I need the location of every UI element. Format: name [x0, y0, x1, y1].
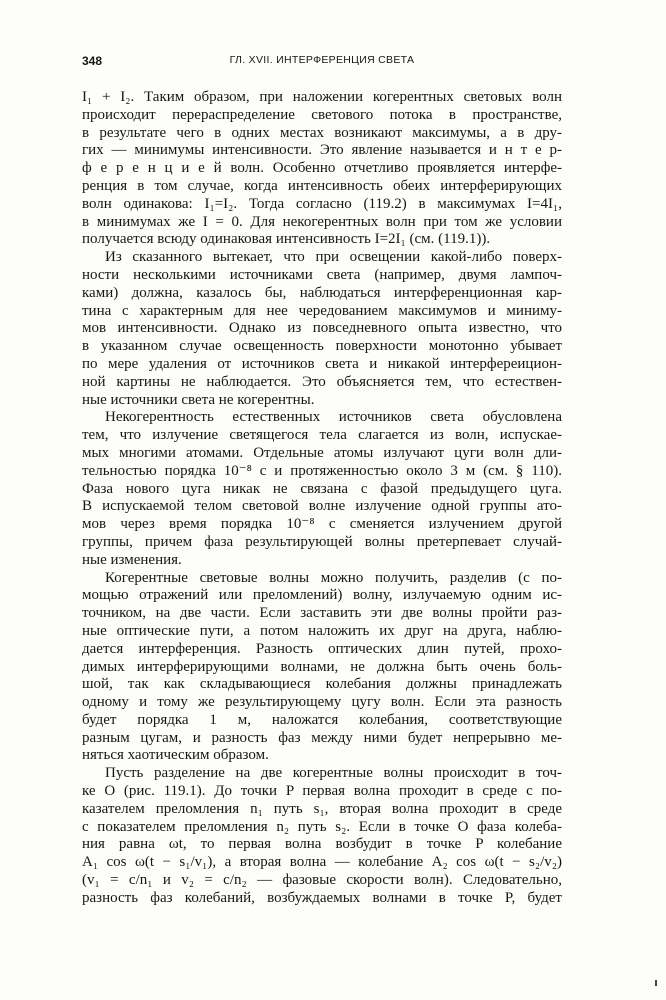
text-line: Когерентные световые волны можно получить, разделив (с по-: [105, 569, 562, 586]
text-line: разность фаз колебаний, возбуждаемых волнами в точке P, будет: [82, 889, 562, 906]
text-line: по мере удаления от источников света и никакой интерфереицион-: [82, 355, 562, 372]
text-line: шой, так как складывающиеся колебания должны принадлежать: [82, 676, 562, 693]
text-line: в минимумах же I = 0. Для некогерентных волн при том же условии: [82, 213, 562, 230]
text-line: мых многими атомами. Отдельные атомы излучают цуги волн дли-: [82, 444, 562, 461]
text-line: ф е р е н ц и е й волн. Особенно отчетливо проявляется интерфе-: [82, 160, 562, 177]
paragraph: [82, 765, 562, 907]
text-line: ния равна ωt, то первая волна возбудит в точке P колебание: [82, 836, 562, 853]
paragraph: [82, 409, 562, 569]
paragraph: [82, 89, 562, 249]
text-line: ке O (рис. 119.1). До точки P первая волна проходит в среде с по-: [82, 783, 562, 800]
text-line: Фаза нового цуга никак не связана с фазой предыдущего цуга.: [82, 480, 562, 497]
paragraph: [82, 570, 562, 766]
text-line: I₁ + I₂. Таким образом, при наложении когерентных световых волн: [82, 89, 562, 105]
text-line: точником, на две части. Если заставить эти две волны пройти раз-: [82, 605, 562, 622]
text-line: казателем преломления n₁ путь s₁, вторая волна проходит в среде: [82, 800, 562, 817]
text-line: происходит перераспределение светового потока в пространстве,: [82, 106, 562, 123]
text-line: В испускаемой телом световой волне излучение одной группы ато-: [82, 498, 562, 515]
text-line: ками) должна, казалось бы, наблюдаться интерференционная кар-: [82, 284, 562, 301]
text-line: с показателем преломления n₂ путь s₂. Если в точке O фаза колеба-: [82, 818, 562, 835]
text-line: будет порядка 1 м, наложатся колебания, соответствующие: [82, 711, 562, 728]
text-line: дается интерференция. Разность оптических длин путей, прохо-: [82, 640, 562, 657]
text-line: мов интенсивности. Однако из повседневного опыта известно, что: [82, 320, 562, 337]
text-line: тина с характерным для нее чередованием максимумов и миниму-: [82, 302, 562, 319]
paragraph: [82, 249, 562, 409]
text-line: гих — минимумы интенсивности. Это явление называется и н т е р-: [82, 142, 562, 159]
text-line: ной картины не наблюдается. Это объясняется тем, что естествен-: [82, 373, 562, 390]
text-line: тельностью порядка 10⁻⁸ с и протяженностью около 3 м (см. § 110).: [82, 462, 562, 479]
page-header: [82, 54, 562, 70]
text-line: димых интерферирующими волнами, не должна быть очень боль-: [82, 658, 562, 675]
text-line: одному и тому же результирующему цугу волн. Если эта разность: [82, 694, 562, 711]
text-line: няться хаотическим образом.: [82, 747, 269, 764]
text-line: волн одинакова: I₁=I₂. Тогда согласно (119.2) в максимумах I=4I₁,: [82, 195, 562, 212]
text-line: мов через время порядка 10⁻⁸ с сменяется излучением другой: [82, 516, 562, 533]
text-line: группы, причем фаза результирующей волны претерпевает случай-: [82, 533, 562, 550]
text-line: Некогерентность естественных источников света обусловлена: [105, 409, 562, 426]
text-line: A₁ cos ω(t − s₁/v₁), а вторая волна — колебание A₂ cos ω(t − s₂/v₂): [82, 854, 562, 871]
text-line: в указанном случае освещенность поверхности монотонно убывает: [82, 338, 562, 355]
text-line: (v₁ = c/n₁ и v₂ = c/n₂ — фазовые скорости волн). Следовательно,: [82, 872, 562, 889]
text-line: получается всюду одинаковая интенсивность I=2I₁ (см. (119.1)).: [82, 231, 491, 248]
text-line: ные оптические пути, а потом наложить их друг на друга, наблю-: [82, 622, 562, 639]
text-line: ные изменения.: [82, 551, 182, 568]
running-title: ГЛ. XVII. ИНТЕРФЕРЕНЦИЯ СВЕТА: [229, 54, 415, 66]
text-line: Пусть разделение на две когерентные волны происходит в точ-: [105, 765, 562, 782]
text-line: в результате чего в одних местах возникают максимумы, а в дру-: [82, 124, 562, 141]
page-body: [82, 89, 562, 908]
text-line: тем, что излучение светящегося тела слагается из волн, испускае-: [82, 427, 562, 444]
text-line: Из сказанного вытекает, что при освещении какой-либо поверх-: [105, 249, 562, 266]
text-line: разным цугам, и разность фаз между ними будет непрерывно ме-: [82, 729, 562, 746]
scan-mark: [655, 980, 657, 986]
text-line: ренция в том случае, когда интенсивность обеих интерферирующих: [82, 177, 562, 194]
page-number: 348: [82, 54, 103, 68]
text-line: мощью отражений или преломлений) волну, излучаемую одним ис-: [82, 587, 562, 604]
text-line: ности несколькими источниками света (например, двумя лампоч-: [82, 266, 562, 283]
text-line: ные источники света не когерентны.: [82, 391, 315, 408]
